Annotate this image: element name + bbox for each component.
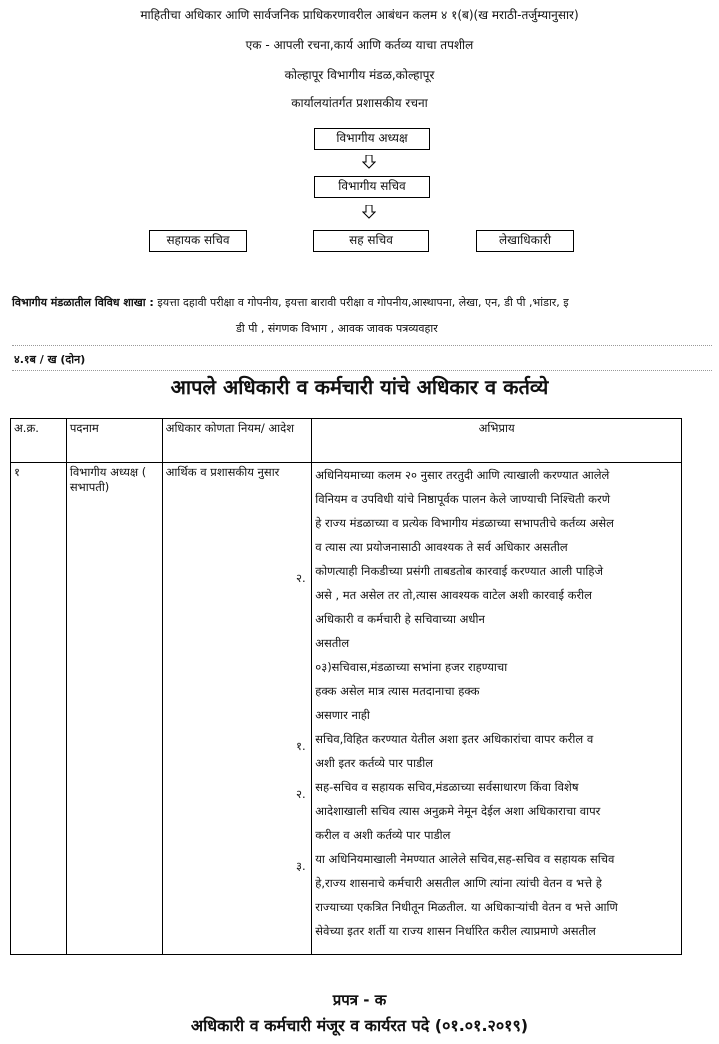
- remarks-line: हक्क असेल मात्र त्यास मतदानाचा हक्क: [315, 684, 480, 698]
- cell-designation: विभागीय अध्यक्ष ( सभापती): [66, 463, 162, 955]
- remarks-line: करील व अशी कर्तव्ये पार पाडील: [315, 828, 451, 842]
- remarks-line: आदेशाखाली सचिव त्यास अनुक्रमे नेमून देईल अशा अधिकाराचा वापर: [315, 804, 601, 818]
- divider: [12, 370, 712, 371]
- cell-authority: आर्थिक व प्रशासकीय नुसार: [162, 463, 312, 955]
- branches-label: विभागीय मंडळातील विविध शाखा :: [12, 296, 154, 309]
- branches-text-1: इयत्ता दहावी परीक्षा व गोपनीय, इयत्ता बारावी परीक्षा व गोपनीय,आस्थापना, लेखा, एन, डी पी ,भांडार, इ: [157, 296, 569, 309]
- remarks-line: या अधिनियमाखाली नेमण्यात आलेले सचिव,सह-सचिव व सहायक सचिव: [315, 852, 615, 866]
- header-line-structure: कार्यालयांतर्गत प्रशासकीय रचना: [291, 96, 428, 110]
- org-box-assistant-secretary: सहायक सचिव: [149, 230, 247, 252]
- form-subtitle: अधिकारी व कर्मचारी मंजूर व कार्यरत पदे (०१.०१.२०१९): [190, 1016, 529, 1035]
- remarks-line: राज्याच्या एकत्रित निधीतून मिळतील. या अधिकाऱ्यांची वेतन व भत्ते आणि: [315, 900, 618, 914]
- org-box-joint-secretary: सह सचिव: [313, 230, 429, 252]
- item-marker: २.: [296, 787, 306, 801]
- table-row: [11, 463, 682, 955]
- remarks-line: असे , मत असेल तर तो,त्यास आवश्यक वाटेल अशी कारवाई करील: [315, 588, 592, 602]
- remarks-line: व त्यास त्या प्रयोजनासाठी आवश्यक ते सर्व अधिकार असतील: [315, 540, 568, 554]
- down-arrow-icon: [362, 155, 376, 169]
- remarks-line: सचिव,विहित करण्यात येतील अशा इतर अधिकारांचा वापर करील व: [315, 732, 594, 746]
- header-line-details: एक - आपली रचना,कार्य आणि कर्तव्य याचा तपशील: [245, 38, 474, 52]
- remarks-line: अधिकारी व कर्मचारी हे सचिवाच्या अधीन: [315, 612, 485, 626]
- item-marker: ३.: [296, 859, 306, 873]
- remarks-line: विनियम व उपविधी यांचे निष्ठापूर्वक पालन केले जाण्याची निश्चिती करणे: [315, 492, 611, 506]
- item-marker: १.: [296, 739, 306, 753]
- table-header-row: [11, 419, 682, 463]
- remarks-line: असतील: [315, 636, 350, 650]
- branches-paragraph: [12, 290, 712, 342]
- org-box-divisional-chairman: विभागीय अध्यक्ष: [314, 128, 430, 150]
- org-box-divisional-secretary: विभागीय सचिव: [314, 176, 430, 198]
- item-marker: २.: [296, 571, 306, 585]
- header-line-office: कोल्हापूर विभागीय मंडळ,कोल्हापूर: [284, 68, 435, 82]
- remarks-line: असणार नाही: [315, 708, 370, 722]
- remarks-line: कोणत्याही निकडीच्या प्रसंगी ताबडतोब कारवाई करण्यात आली पाहिजे: [315, 564, 604, 578]
- branches-text-2: डी पी , संगणक विभाग , आवक जावक पत्रव्यवहार: [236, 322, 438, 335]
- page-title: आपले अधिकारी व कर्मचारी यांचे अधिकार व कर्तव्ये: [170, 375, 549, 399]
- col-header-remarks: अभिप्राय: [312, 419, 682, 463]
- header-line-rti: माहितीचा अधिकार आणि सार्वजनिक प्राधिकरणावरील आबंधन कलम ४ १(ब)(ख मराठी-तर्जुम्यानुसार): [140, 8, 579, 22]
- down-arrow-icon: [362, 205, 376, 219]
- remarks-line: ०३)सचिवास,मंडळाच्या सभांना हजर राहण्याचा: [315, 660, 508, 674]
- col-header-authority: अधिकार कोणता नियम/ आदेश: [162, 419, 312, 463]
- divider: [12, 345, 712, 346]
- form-title: प्रपत्र - क: [332, 991, 387, 1009]
- remarks-line: हे,राज्य शासनाचे कर्मचारी असतील आणि त्यांना त्यांची वेतन व भत्ते हे: [315, 876, 602, 890]
- col-header-sr: अ.क्र.: [11, 419, 67, 463]
- remarks-line: अधिनियमाच्या कलम २० नुसार तरतुदी आणि त्याखाली करण्यात आलेले: [315, 468, 610, 482]
- col-header-designation: पदनाम: [66, 419, 162, 463]
- section-reference: ४.१ब / ख (दोन): [14, 353, 86, 366]
- cell-sr: १: [11, 463, 67, 955]
- remarks-line: अशी इतर कर्तव्ये पार पाडील: [315, 756, 433, 770]
- org-box-accounts-officer: लेखाधिकारी: [476, 230, 574, 252]
- duties-table: [10, 418, 682, 955]
- remarks-line: सेवेच्या इतर शर्ती या राज्य शासन निर्धारित करील त्याप्रमाणे असतील: [315, 924, 596, 938]
- remarks-line: सह-सचिव व सहायक सचिव,मंडळाच्या सर्वसाधारण किंवा विशेष: [315, 780, 579, 794]
- cell-remarks: [312, 463, 682, 955]
- remarks-line: हे राज्य मंडळाच्या व प्रत्येक विभागीय मंडळाच्या सभापतीचे कर्तव्य असेल: [315, 516, 614, 530]
